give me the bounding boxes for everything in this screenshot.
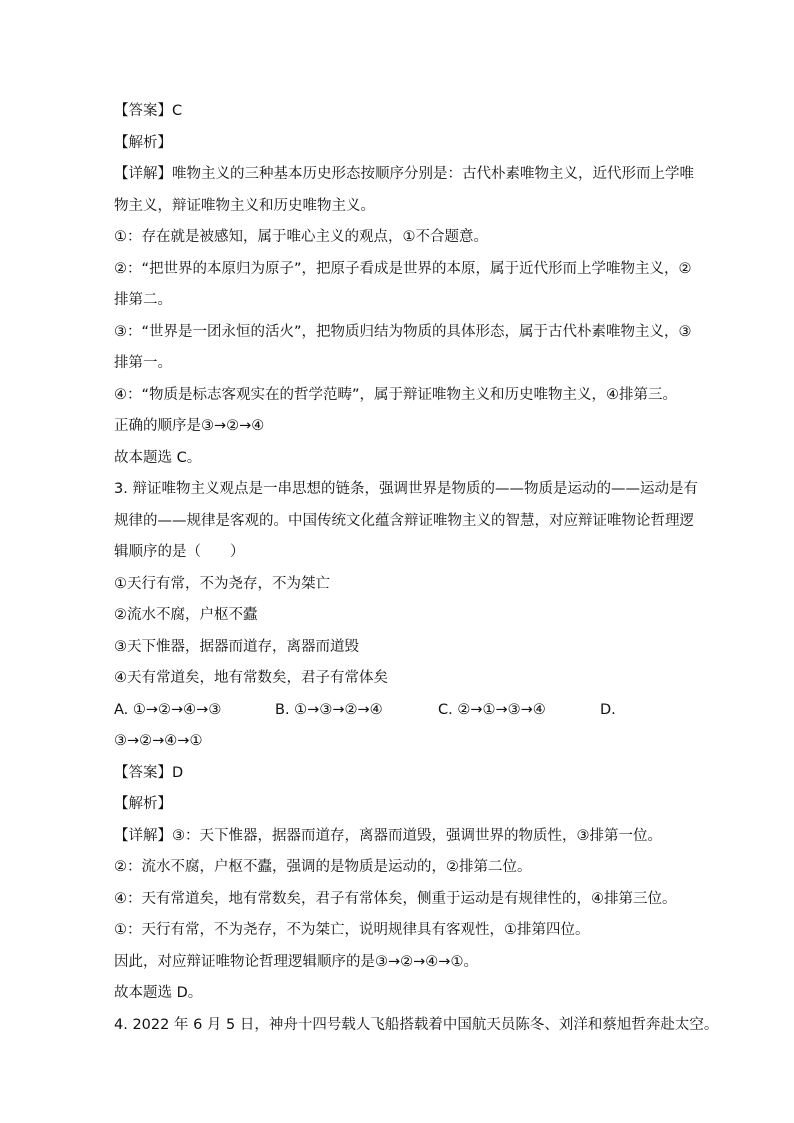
q3-answer-line: 【答案】D — [114, 764, 184, 781]
q2-item-3a: ③：“世界是一团永恒的活火”，把物质归结为物质的具体形态，属于古代朴素唯物主义，③ — [114, 323, 692, 340]
q3-option-b: B. ①→③→②→④ — [275, 701, 383, 718]
q3-statement-1: ①天行有常，不为尧存，不为桀亡 — [114, 575, 330, 592]
document-page — [114, 96, 719, 1041]
q3-option-c: C. ②→①→③→④ — [438, 701, 546, 718]
q3-statement-4: ④天有常道矣，地有常数矣，君子有常体矣 — [114, 670, 388, 686]
q4-stem-line-1: 4. 2022 年 6 月 5 日，神舟十四号载人飞船搭载着中国航天员陈冬、刘洋和蔡旭哲奔赴太空。 — [114, 1016, 719, 1033]
q2-item-2b: 排第二。 — [114, 292, 172, 308]
q3-correct-order: 因此，对应辩证唯物论哲理逻辑顺序的是③→②→④→①。 — [114, 953, 478, 970]
q3-option-a: A. ①→②→④→③ — [114, 701, 222, 718]
q2-item-4: ④：“物质是标志客观实在的哲学范畴”，属于辩证唯物主义和历史唯物主义，④排第三。 — [114, 386, 678, 403]
q2-analysis-heading: 【解析】 — [114, 134, 172, 151]
q2-item-2a: ②：“把世界的本原归为原子”，把原子看成是世界的本原，属于近代形而上学唯物主义，② — [114, 260, 692, 277]
q3-options-row — [114, 695, 684, 727]
q3-analysis-heading: 【解析】 — [114, 796, 172, 812]
q3-option-d-label: D. — [600, 701, 616, 718]
q3-stem-line-2: 规律的——规律是客观的。中国传统文化蕴含辩证唯物主义的智慧，对应辩证唯物论哲理逻 — [114, 512, 694, 529]
q3-detail-line-1: 【详解】③：天下惟器，据器而道存，离器而道毁，强调世界的物质性，③排第一位。 — [114, 827, 662, 844]
q2-conclusion: 故本题选 C。 — [114, 449, 202, 466]
q2-correct-order: 正确的顺序是③→②→④ — [114, 418, 265, 434]
q3-detail-line-3: ④：天有常道矣，地有常数矣，君子有常体矣，侧重于运动是有规律性的，④排第三位。 — [114, 890, 677, 907]
q2-answer-line: 【答案】C — [114, 103, 183, 119]
q2-detail-line-1: 【详解】唯物主义的三种基本历史形态按顺序分别是：古代朴素唯物主义，近代形而上学唯 — [114, 166, 694, 182]
q3-statement-3: ③天下惟器，据器而道存，离器而道毁 — [114, 638, 359, 655]
q2-item-1: ①：存在就是被感知，属于唯心主义的观点，①不合题意。 — [114, 229, 488, 245]
q3-option-d-value: ③→②→④→① — [114, 733, 203, 749]
q3-stem-line-3: 辑顺序的是（ ） — [114, 544, 245, 560]
q3-detail-line-2: ②：流水不腐，户枢不蠹，强调的是物质是运动的，②排第二位。 — [114, 859, 532, 875]
q3-statement-2: ②流水不腐，户枢不蠹 — [114, 607, 258, 623]
q2-item-3b: 排第一。 — [114, 355, 172, 371]
q3-detail-line-4: ①：天行有常，不为尧存，不为桀亡，说明规律具有客观性，①排第四位。 — [114, 922, 590, 938]
q3-conclusion: 故本题选 D。 — [114, 985, 203, 1001]
q3-stem-line-1: 3. 辩证唯物主义观点是一串思想的链条，强调世界是物质的——物质是运动的——运动是有 — [114, 481, 698, 497]
q2-detail-line-2: 物主义，辩证唯物主义和历史唯物主义。 — [114, 197, 375, 214]
